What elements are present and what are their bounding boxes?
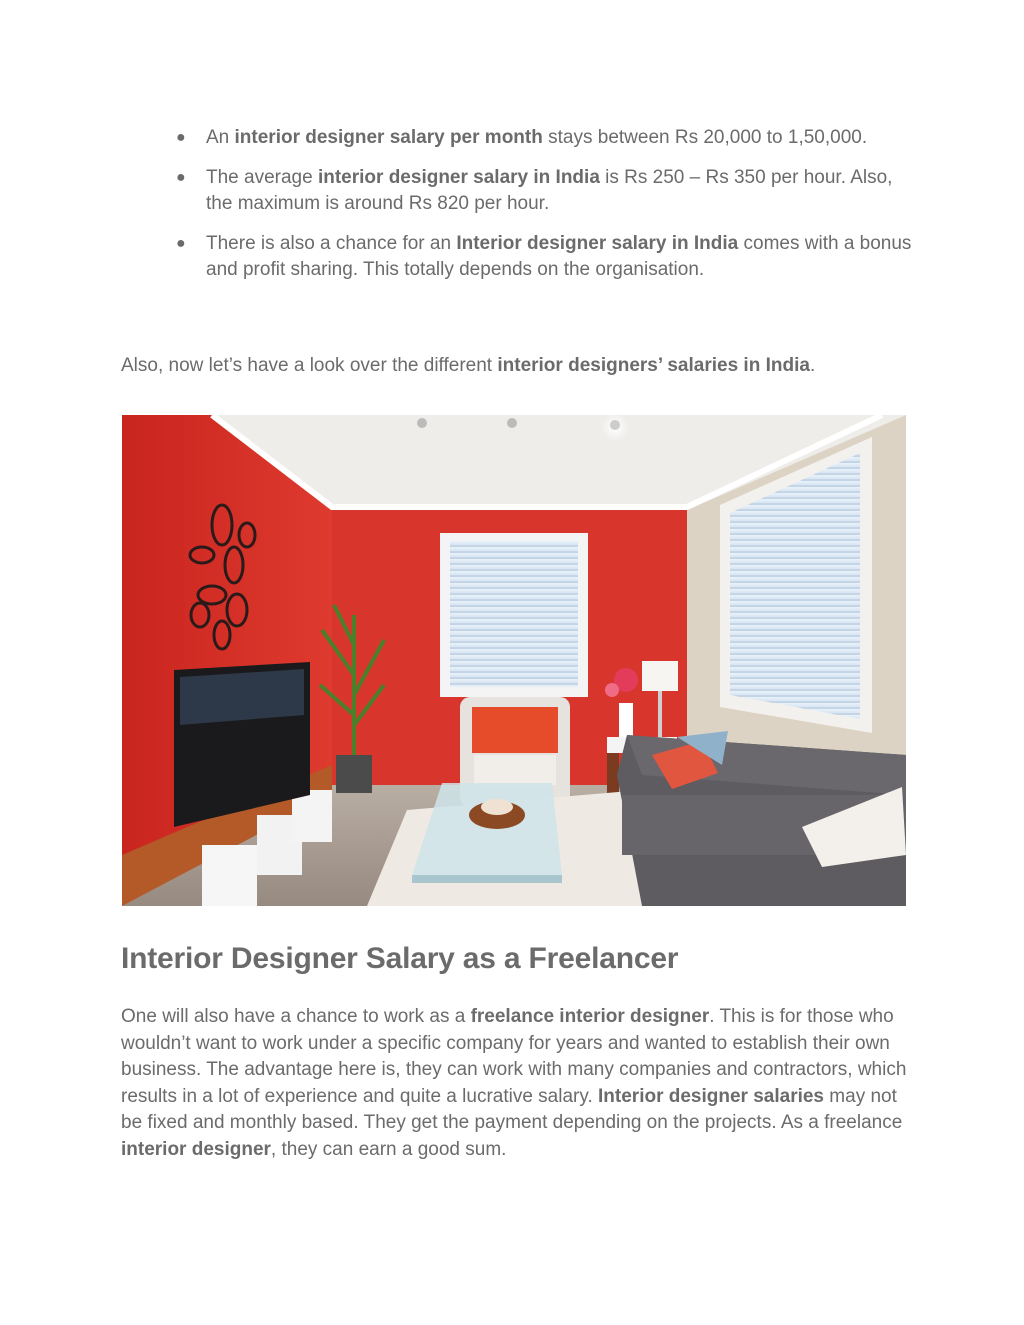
bullet-dot-icon: ● (176, 168, 186, 186)
bullet-item: ● The average interior designer salary in India is Rs 250 – Rs 350 per hour. Also, the maximum is around Rs 820 per hour. (176, 166, 893, 214)
bullet-dot-icon: ● (176, 234, 186, 252)
living-room-photo (122, 415, 906, 906)
section-heading: Interior Designer Salary as a Freelancer (121, 942, 679, 975)
bullet-dot-icon: ● (176, 129, 186, 146)
bullet-item: ● There is also a chance for an Interior designer salary in India comes with a bonus and profit sharing. This totally depends on the organisation. (176, 232, 912, 280)
bullet-item: ● An interior designer salary per month stays between Rs 20,000 to 1,50,000. (176, 125, 916, 152)
freelancer-paragraph: One will also have a chance to work as a freelance interior designer. This is for those who wouldn’t want to work under a specific company for years and wanted to establish their own business. The advantage here is, they can work with many companies and contractors, which results in a lot of experience and quite a lucrative salary. Interior designer salaries may not be fixed and monthly based. They get the payment depending on the projects. As a freelance interior designer, they can earn a good sum. (121, 1006, 907, 1160)
intro-paragraph: Also, now let’s have a look over the different interior designers’ salaries in India. (121, 355, 816, 376)
salary-bullet-list (176, 125, 916, 297)
